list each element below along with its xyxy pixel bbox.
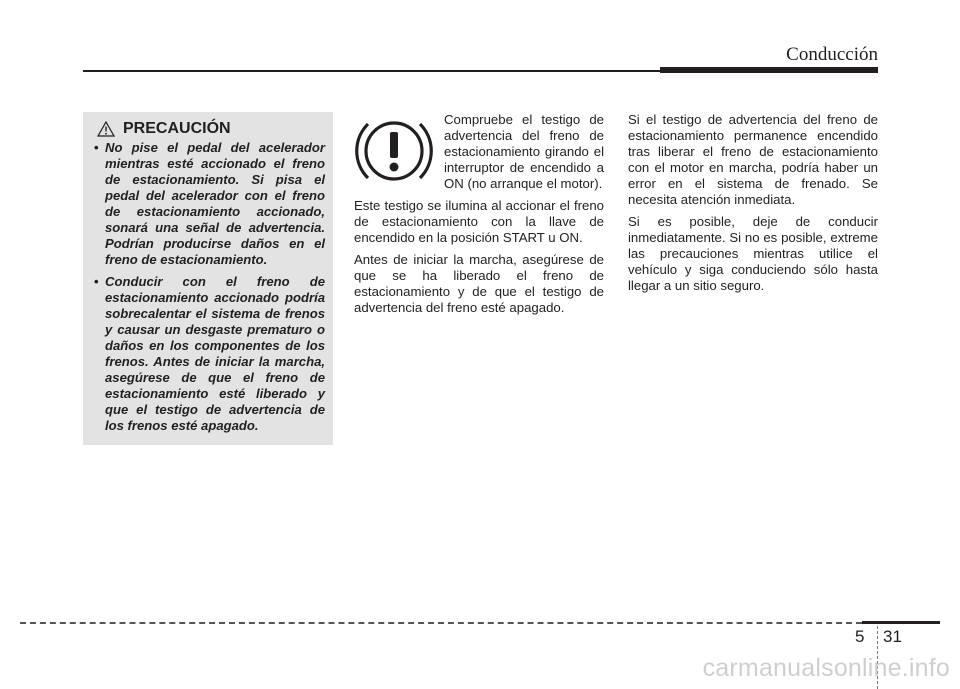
chapter-number: 5 <box>855 627 865 646</box>
header-rule-thin <box>83 70 660 72</box>
caution-header <box>97 120 325 138</box>
brake-warning-icon <box>354 112 434 190</box>
header-rule-thick <box>660 67 878 73</box>
footer-rule-solid <box>862 621 940 624</box>
column-2 <box>354 112 604 322</box>
footer-rule-dashed <box>20 622 862 624</box>
watermark: carmanualsonline.info <box>702 654 950 682</box>
paragraph: Si es posible, deje de conducir inmediatamente. Si no es posible, extreme las precauciones mientras utilice el vehículo y siga conduciendo sólo hasta llegar a un sitio seguro. <box>628 214 878 293</box>
paragraph: Antes de iniciar la marcha, asegúrese de que se ha liberado el freno de estacionamiento y de que el testigo de advertencia del freno esté apagado. <box>354 252 604 315</box>
caution-title: PRECAUCIÓN <box>123 120 231 137</box>
paragraph: Este testigo se ilumina al accionar el freno de estacionamiento con la llave de encendido en la posición START u ON. <box>354 198 604 245</box>
column-3 <box>628 112 878 300</box>
caution-box <box>83 112 333 445</box>
paragraph: Compruebe el testigo de advertencia del freno de estacionamiento girando el interruptor de encendido a ON (no arranque el motor). <box>444 112 604 191</box>
page-number: 31 <box>883 627 902 646</box>
section-title: Conducción <box>786 44 878 65</box>
paragraph: Si el testigo de advertencia del freno de estacionamiento permanence encendido tras liberar el freno de estacionamiento con el motor en marcha, podría haber un error en el sistema de frenado. Se necesita atención inmediata. <box>628 112 878 207</box>
caution-list <box>91 140 325 434</box>
caution-item: • Conducir con el freno de estacionamiento accionado podría sobrecalentar el sistema de frenos y causar un desgaste prematuro o daños en los componentes de los frenos. Antes de iniciar la marcha, asegúrese de que el freno de estacionamiento esté liberado y que el testigo de advertencia de los frenos esté apagado. <box>91 274 325 434</box>
warning-triangle-icon <box>97 121 115 137</box>
caution-item: • No pise el pedal del acelerador mientras esté accionado el freno de estacionamiento. Si pisa el pedal del acelerador con el freno de estacionamiento accionado, sonará una señal de advertencia. Podrían producirse daños en el freno de estacionamiento. <box>91 140 325 268</box>
